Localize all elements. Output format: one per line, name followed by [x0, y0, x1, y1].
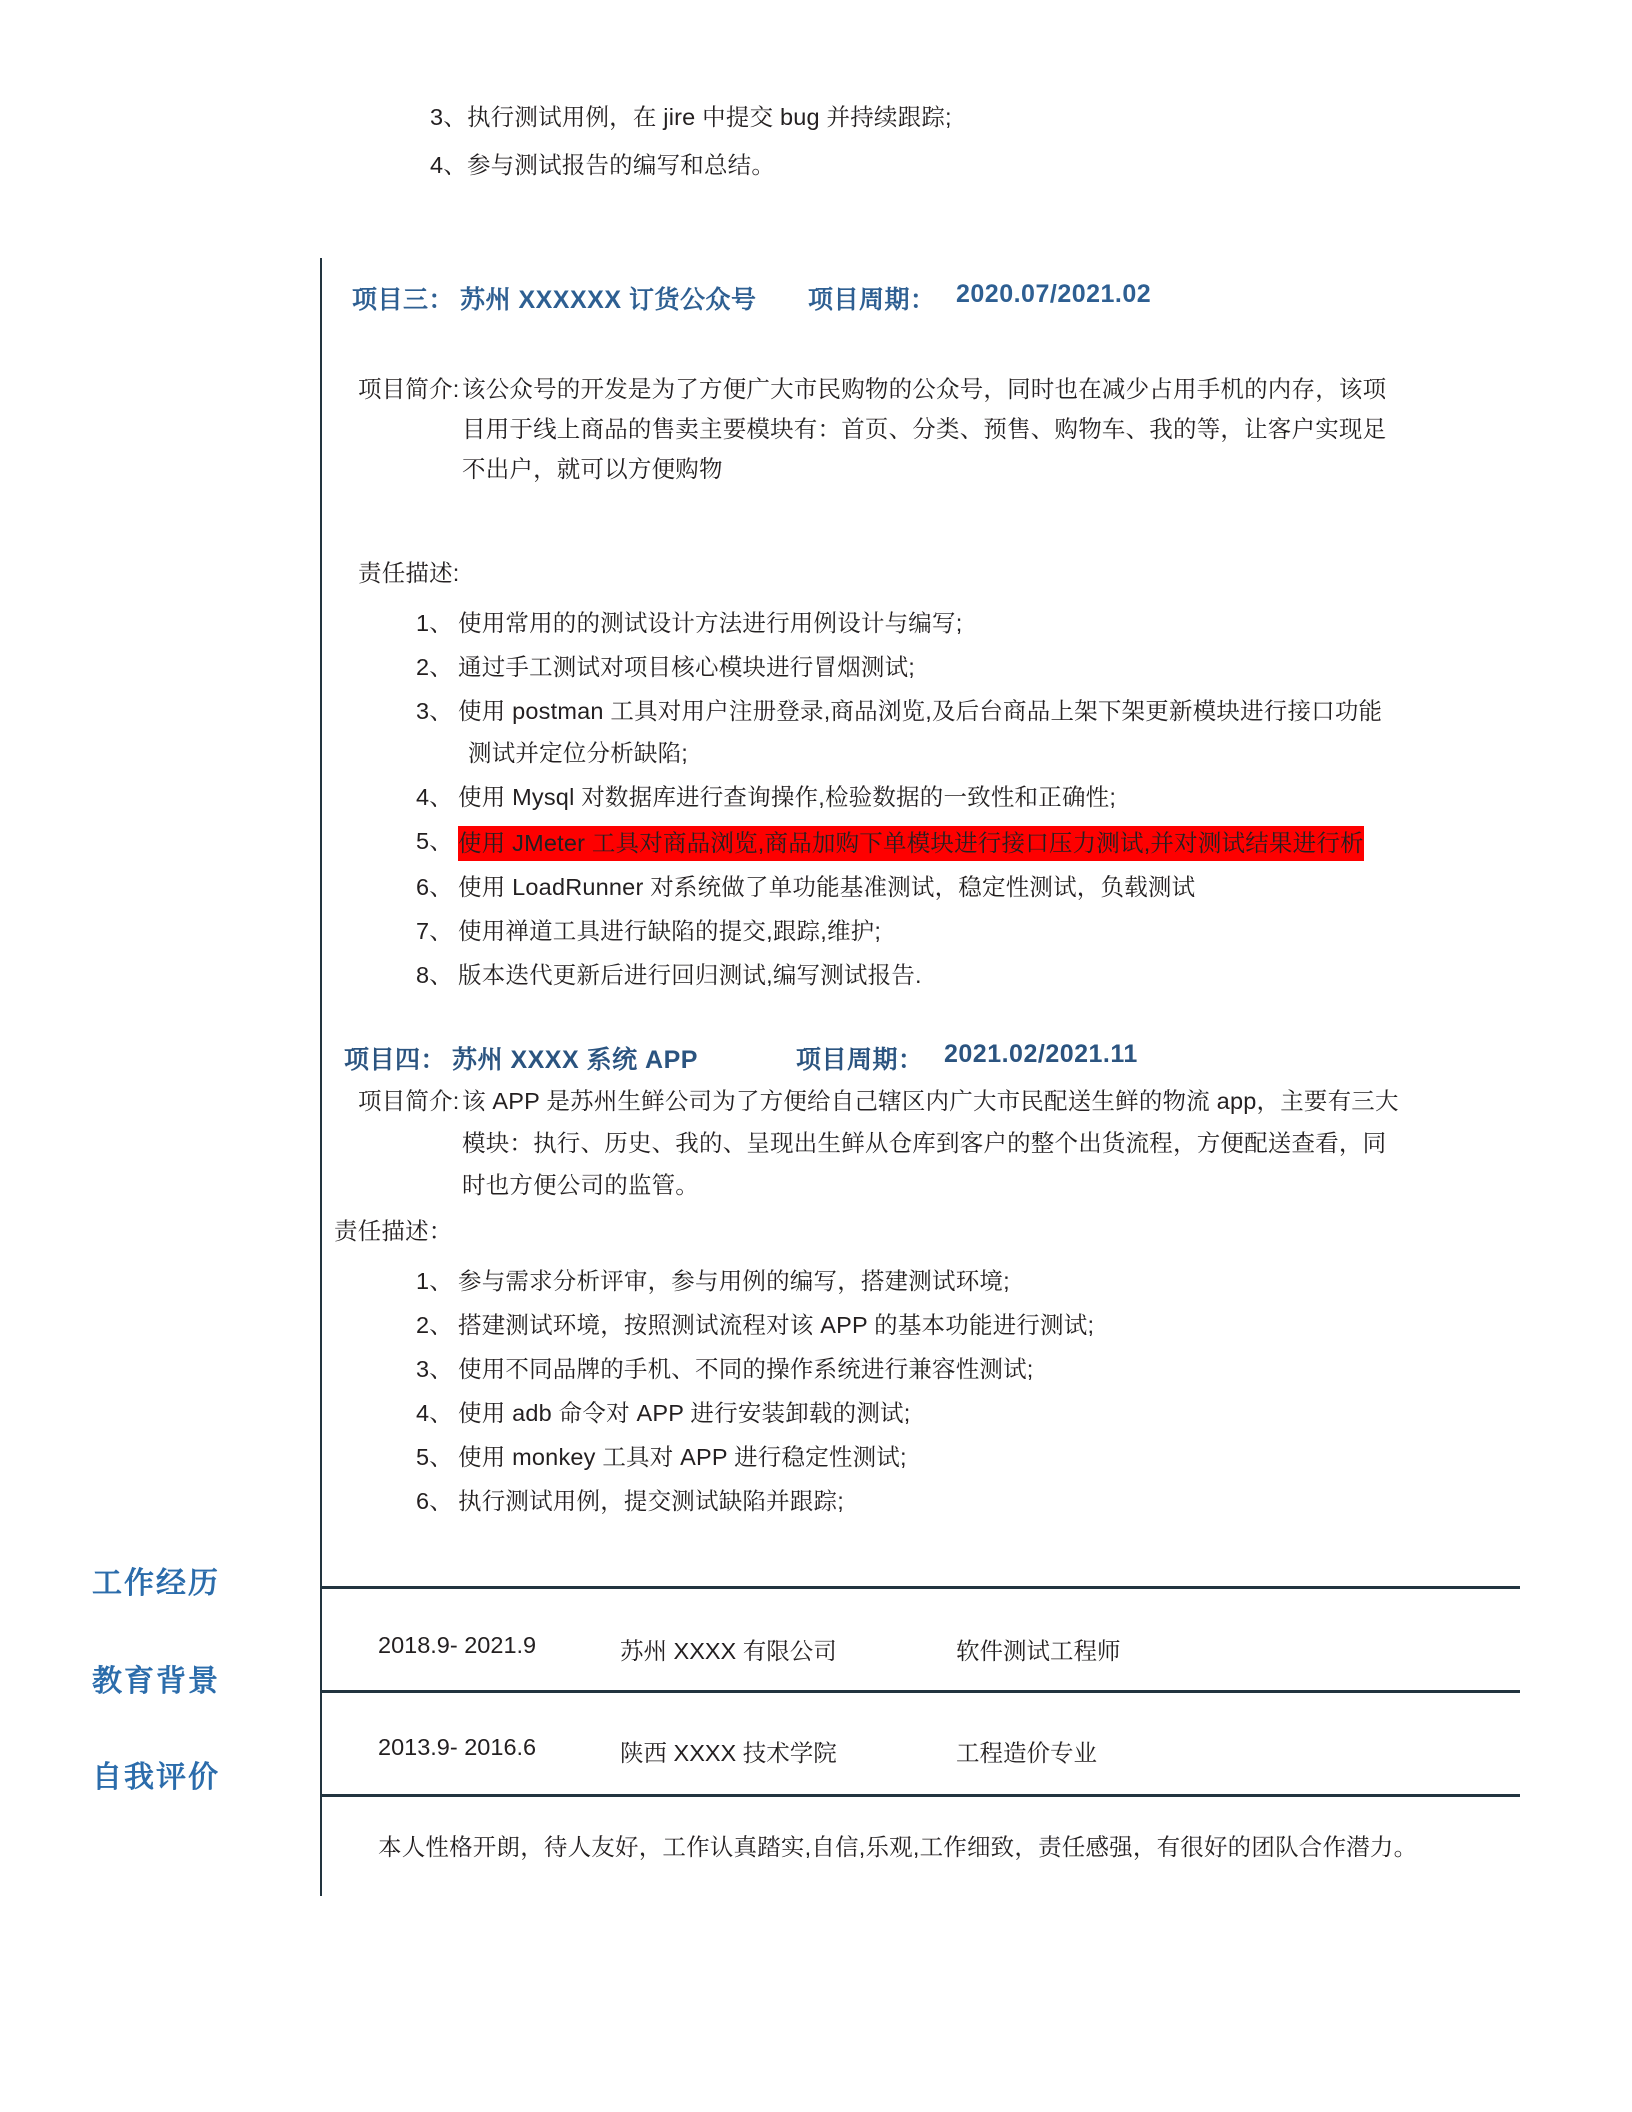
project-four-intro-line-1: 该 APP 是苏州生鲜公司为了方便给自己辖区内广大市民配送生鲜的物流 app，主要有三大 — [462, 1088, 1399, 1114]
project-three-label: 项目三： — [352, 286, 455, 314]
project-three-duty-num-1: 1、 — [416, 610, 453, 636]
project-four-duty-num-6: 6、 — [416, 1488, 453, 1514]
project-three-intro-line-2: 目用于线上商品的售卖主要模块有：首页、分类、预售、购物车、我的等，让客户实现足 — [462, 416, 1387, 442]
divider-above-work-experience — [320, 1586, 1520, 1589]
divider-above-self-evaluation — [320, 1794, 1520, 1797]
project-four-duty-num-3: 3、 — [416, 1356, 453, 1382]
project-four-intro-line-3: 时也方便公司的监管。 — [462, 1172, 699, 1198]
carryover-item-4: 4、参与测试报告的编写和总结。 — [430, 152, 776, 178]
project-four-intro-line-2: 模块：执行、历史、我的、呈现出生鲜从仓库到客户的整个出货流程，方便配送查看，同 — [462, 1130, 1387, 1156]
project-three-duty-num-3: 3、 — [416, 698, 453, 724]
project-four-duty-num-4: 4、 — [416, 1400, 453, 1426]
project-three-duty-text-4: 使用 Mysql 对数据库进行查询操作,检验数据的一致性和正确性; — [458, 784, 1117, 810]
sidebar-item-education[interactable]: 教育背景 — [92, 1665, 220, 1698]
project-three-duty-text-6: 使用 LoadRunner 对系统做了单功能基准测试，稳定性测试，负载测试 — [458, 874, 1196, 900]
project-three-duty-text-2: 通过手工测试对项目核心模块进行冒烟测试; — [458, 654, 916, 680]
sidebar — [0, 0, 320, 2112]
work-experience-date: 2018.9- 2021.9 — [378, 1632, 537, 1658]
project-three-duty-text-5-highlighted: 使用 JMeter 工具对商品浏览,商品加购下单模块进行接口压力测试,并对测试结果进行析 — [458, 826, 1364, 861]
project-four-label: 项目四： — [344, 1046, 447, 1074]
project-three-period-label: 项目周期： — [808, 286, 936, 314]
work-experience-role: 软件测试工程师 — [956, 1638, 1121, 1664]
project-three-duty-num-8: 8、 — [416, 962, 453, 988]
project-three-duty-text-8: 版本迭代更新后进行回归测试,编写测试报告. — [458, 962, 922, 988]
project-four-duty-label: 责任描述： — [334, 1218, 453, 1244]
work-experience-organization: 苏州 XXXX 有限公司 — [620, 1638, 837, 1664]
project-three-intro-line-3: 不出户，就可以方便购物 — [462, 456, 723, 482]
project-three-intro-label: 项目简介: — [358, 376, 460, 402]
project-four-duty-text-5: 使用 monkey 工具对 APP 进行稳定性测试; — [458, 1444, 907, 1470]
project-four-duty-num-5: 5、 — [416, 1444, 453, 1470]
carryover-item-3: 3、执行测试用例，在 jire 中提交 bug 并持续跟踪; — [430, 104, 952, 130]
divider-above-education — [320, 1690, 1520, 1693]
project-three-intro-line-1: 该公众号的开发是为了方便广大市民购物的公众号，同时也在减少占用手机的内存，该项 — [462, 376, 1387, 402]
project-four-duty-text-3: 使用不同品牌的手机、不同的操作系统进行兼容性测试; — [458, 1356, 1034, 1382]
education-organization: 陕西 XXXX 技术学院 — [620, 1740, 837, 1766]
project-three-duty-text-1: 使用常用的的测试设计方法进行用例设计与编写; — [458, 610, 963, 636]
main-content — [320, 0, 1632, 2112]
project-four-intro-label: 项目简介: — [358, 1088, 460, 1114]
project-four-duty-num-1: 1、 — [416, 1268, 453, 1294]
project-three-name: 苏州 XXXXXX 订货公众号 — [460, 286, 757, 314]
project-three-duty-num-6: 6、 — [416, 874, 453, 900]
project-four-period-label: 项目周期： — [796, 1046, 924, 1074]
project-four-period: 2021.02/2021.11 — [944, 1040, 1138, 1068]
project-three-duty-num-2: 2、 — [416, 654, 453, 680]
project-four-duty-num-2: 2、 — [416, 1312, 453, 1338]
project-three-duty-label: 责任描述: — [358, 560, 460, 586]
self-evaluation-text: 本人性格开朗，待人友好，工作认真踏实,自信,乐观,工作细致，责任感强，有很好的团队合作潜力。 — [378, 1834, 1418, 1860]
education-date: 2013.9- 2016.6 — [378, 1734, 537, 1760]
sidebar-item-self-evaluation[interactable]: 自我评价 — [92, 1761, 220, 1794]
project-four-duty-text-1: 参与需求分析评审，参与用例的编写，搭建测试环境; — [458, 1268, 1010, 1294]
project-four-name: 苏州 XXXX 系统 APP — [452, 1046, 698, 1074]
project-four-duty-text-2: 搭建测试环境，按照测试流程对该 APP 的基本功能进行测试; — [458, 1312, 1095, 1338]
project-three-duty-num-5: 5、 — [416, 828, 453, 854]
project-four-duty-text-6: 执行测试用例，提交测试缺陷并跟踪; — [458, 1488, 844, 1514]
project-three-period: 2020.07/2021.02 — [956, 280, 1152, 308]
sidebar-item-work-experience[interactable]: 工作经历 — [92, 1567, 220, 1600]
project-three-duty-num-4: 4、 — [416, 784, 453, 810]
project-three-duty-text-7: 使用禅道工具进行缺陷的提交,跟踪,维护; — [458, 918, 882, 944]
project-four-duty-text-4: 使用 adb 命令对 APP 进行安装卸载的测试; — [458, 1400, 911, 1426]
education-major: 工程造价专业 — [956, 1740, 1097, 1766]
project-three-duty-text-3-cont: 测试并定位分析缺陷; — [468, 740, 689, 766]
project-three-duty-num-7: 7、 — [416, 918, 453, 944]
project-three-duty-text-3: 使用 postman 工具对用户注册登录,商品浏览,及后台商品上架下架更新模块进行接口功能 — [458, 698, 1383, 724]
